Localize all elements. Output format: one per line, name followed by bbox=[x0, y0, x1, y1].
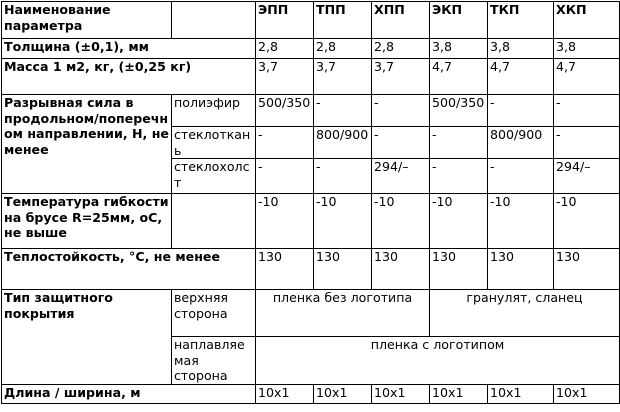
break-force-sub-label: стеклоткань bbox=[172, 127, 256, 159]
header-sub-empty bbox=[172, 2, 256, 39]
break-force-sub-label: стеклохолст bbox=[172, 159, 256, 194]
heat-res-label: Теплостойкость, °С, не менее bbox=[2, 249, 256, 290]
dims-value: 10x1 bbox=[488, 384, 554, 403]
break-force-value: - bbox=[372, 95, 430, 127]
header-col-hkp: ХКП bbox=[554, 2, 620, 39]
thickness-row bbox=[2, 39, 620, 59]
thickness-value: 3,8 bbox=[554, 39, 620, 59]
header-row bbox=[2, 2, 620, 39]
break-force-value: - bbox=[488, 159, 554, 194]
mass-value: 3,7 bbox=[256, 59, 314, 95]
flex-temp-value: -10 bbox=[256, 194, 314, 249]
break-force-value: 294/– bbox=[554, 159, 620, 194]
thickness-value: 2,8 bbox=[314, 39, 372, 59]
thickness-value: 3,8 bbox=[488, 39, 554, 59]
heat-res-value: 130 bbox=[314, 249, 372, 290]
dims-value: 10x1 bbox=[314, 384, 372, 403]
flex-temp-value: -10 bbox=[430, 194, 488, 249]
coating-label: Тип защитного покрытия bbox=[2, 290, 172, 385]
flex-temp-value: -10 bbox=[372, 194, 430, 249]
break-force-value: - bbox=[554, 127, 620, 159]
dims-row bbox=[2, 384, 620, 403]
flex-temp-value: -10 bbox=[554, 194, 620, 249]
mass-value: 3,7 bbox=[372, 59, 430, 95]
flex-temp-value: -10 bbox=[488, 194, 554, 249]
break-force-value: - bbox=[314, 95, 372, 127]
heat-res-value: 130 bbox=[372, 249, 430, 290]
break-force-value: - bbox=[554, 95, 620, 127]
flex-temp-value: -10 bbox=[314, 194, 372, 249]
dims-value: 10x1 bbox=[372, 384, 430, 403]
thickness-value: 2,8 bbox=[256, 39, 314, 59]
coating-row bbox=[2, 290, 620, 337]
thickness-value: 3,8 bbox=[430, 39, 488, 59]
dims-label: Длина / ширина, м bbox=[2, 384, 256, 403]
specification-table bbox=[1, 1, 620, 404]
dims-value: 10x1 bbox=[430, 384, 488, 403]
break-force-value: - bbox=[372, 127, 430, 159]
break-force-value: - bbox=[430, 127, 488, 159]
header-param: Наименование параметра bbox=[2, 2, 172, 39]
flex-temp-sub-empty bbox=[172, 194, 256, 249]
header-col-epp: ЭПП bbox=[256, 2, 314, 39]
header-col-ekp: ЭКП bbox=[430, 2, 488, 39]
header-col-tpp: ТПП bbox=[314, 2, 372, 39]
break-force-value: - bbox=[256, 127, 314, 159]
break-force-value: 294/– bbox=[372, 159, 430, 194]
mass-value: 4,7 bbox=[430, 59, 488, 95]
break-force-value: - bbox=[488, 95, 554, 127]
break-force-row bbox=[2, 95, 620, 127]
dims-value: 10x1 bbox=[554, 384, 620, 403]
break-force-value: - bbox=[314, 159, 372, 194]
thickness-value: 2,8 bbox=[372, 39, 430, 59]
heat-res-value: 130 bbox=[554, 249, 620, 290]
heat-res-value: 130 bbox=[488, 249, 554, 290]
break-force-value: 500/350 bbox=[430, 95, 488, 127]
mass-label: Масса 1 м2, кг, (±0,25 кг) bbox=[2, 59, 256, 95]
header-col-tkp: ТКП bbox=[488, 2, 554, 39]
flex-temp-label: Температура гибкости на брусе R=25мм, оС, не выше bbox=[2, 194, 172, 249]
mass-value: 4,7 bbox=[488, 59, 554, 95]
heat-res-row bbox=[2, 249, 620, 290]
mass-value: 3,7 bbox=[314, 59, 372, 95]
break-force-value: 500/350 bbox=[256, 95, 314, 127]
coating-bottom-side-label: наплавляемая сторона bbox=[172, 337, 256, 385]
break-force-value: 800/900 bbox=[488, 127, 554, 159]
header-col-hpp: ХПП bbox=[372, 2, 430, 39]
break-force-value: - bbox=[256, 159, 314, 194]
flex-temp-row bbox=[2, 194, 620, 249]
coating-top-right-value: гранулят, сланец bbox=[430, 290, 620, 337]
mass-value: 4,7 bbox=[554, 59, 620, 95]
break-force-value: - bbox=[430, 159, 488, 194]
coating-top-left-value: пленка без логотипа bbox=[256, 290, 430, 337]
dims-value: 10x1 bbox=[256, 384, 314, 403]
coating-bottom-value: пленка с логотипом bbox=[256, 337, 620, 385]
break-force-label: Разрывная сила в продольном/поперечн ом направлении, Н, не менее bbox=[2, 95, 172, 194]
heat-res-value: 130 bbox=[256, 249, 314, 290]
heat-res-value: 130 bbox=[430, 249, 488, 290]
coating-top-side-label: верхняя сторона bbox=[172, 290, 256, 337]
thickness-label: Толщина (±0,1), мм bbox=[2, 39, 256, 59]
mass-row bbox=[2, 59, 620, 95]
break-force-value: 800/900 bbox=[314, 127, 372, 159]
break-force-sub-label: полиэфир bbox=[172, 95, 256, 127]
